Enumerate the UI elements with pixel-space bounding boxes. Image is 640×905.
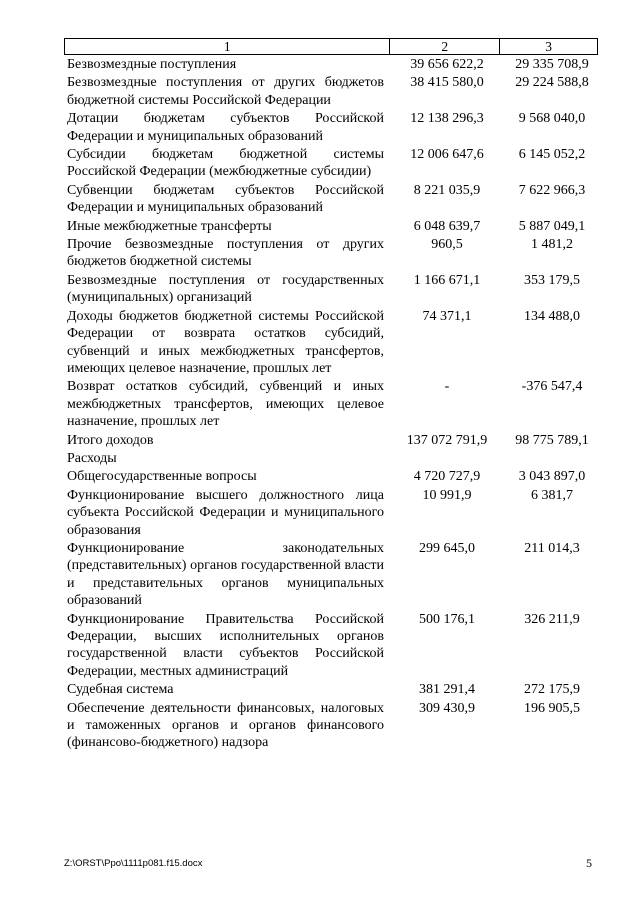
row-label: Общегосударственные вопросы [67,469,257,485]
row-value-col-3: 6 145 052,2 [518,147,586,163]
table-row [64,487,598,539]
row-value-col-2: 960,5 [431,237,463,253]
row-value-col-3: -376 547,4 [521,379,583,395]
row-value-col-2: 12 006 647,6 [410,147,484,163]
table-row [64,540,598,610]
row-value-col-3: 98 775 789,1 [515,432,589,448]
table-row [64,56,598,73]
page-number: 5 [586,856,592,870]
row-value-col-2: 137 072 791,9 [406,432,488,448]
row-value-col-3: 353 179,5 [524,272,580,288]
table-row [64,450,598,467]
table-row [64,432,598,449]
row-value-col-3: 29 224 588,8 [515,75,589,91]
row-value-col-2: 38 415 580,0 [410,75,484,91]
row-value-col-3 [500,450,598,467]
row-value-col-3: 5 887 049,1 [518,218,586,234]
row-value-col-2: 4 720 727,9 [413,469,481,485]
row-label: Функционирование законодательных (представительных) органов государственной власти и представительных органов муниципальных образований [67,540,384,609]
row-value-col-3: 272 175,9 [524,682,580,698]
row-value-col-2: 309 430,9 [419,700,475,716]
row-value-col-3: 6 381,7 [531,487,573,503]
table-row [64,468,598,485]
row-value-col-2: 381 291,4 [419,682,475,698]
row-value-col-2: 10 991,9 [422,487,472,503]
table-row [64,378,598,430]
row-label: Дотации бюджетам субъектов Российской Федерации и муниципальных образований [67,111,384,144]
table-row [64,110,598,145]
table-row [64,272,598,307]
row-label: Безвозмездные поступления [67,57,237,72]
row-label: Обеспечение деятельности финансовых, налоговых и таможенных органов и органов финансового (финансово-бюджетного) надзора [67,700,384,751]
table-row [64,74,598,109]
row-label: Прочие безвозмездные поступления от других бюджетов бюджетной системы [67,237,384,270]
table-row [64,611,598,681]
row-value-col-3: 1 481,2 [531,237,573,253]
row-value-col-2: 299 645,0 [419,540,475,556]
row-value-col-3: 326 211,9 [524,611,580,627]
row-label: Безвозмездные поступления от других бюджетов бюджетной системы Российской Федерации [67,75,384,108]
row-value-col-2 [390,450,500,467]
row-label: Функционирование Правительства Российской Федерации, высших исполнительных органов государственной власти субъектов Российской Федерации, местных администраций [67,611,384,679]
budget-table [64,38,598,752]
row-value-col-3: 7 622 966,3 [518,182,586,198]
row-label: Расходы [67,450,117,466]
row-value-col-2: 500 176,1 [419,611,475,627]
row-value-col-2: 39 656 622,2 [410,57,484,72]
row-value-col-2: - [444,379,450,395]
row-label: Функционирование высшего должностного лица субъекта Российской Федерации и муниципального образования [67,487,384,538]
table-row [64,681,598,698]
table-row [64,218,598,235]
table-row [64,182,598,217]
row-label: Доходы бюджетов бюджетной системы Российской Федерации от возврата остатков субсидий, субвенций и иных межбюджетных трансфертов, имеющих целевое назначение, прошлых лет [67,308,384,376]
table-row [64,236,598,271]
row-value-col-3: 211 014,3 [524,540,580,556]
table-header-row [64,38,598,55]
row-label: Итого доходов [67,432,154,448]
header-col-3: 3 [500,39,598,54]
row-value-col-2: 6 048 639,7 [413,218,481,234]
header-col-2: 2 [390,39,500,54]
row-value-col-3: 134 488,0 [524,308,580,324]
row-value-col-3: 29 335 708,9 [515,57,589,72]
row-label: Субвенции бюджетам субъектов Российской Федерации и муниципальных образований [67,182,384,216]
row-label: Субсидии бюджетам бюджетной системы Российской Федерации (межбюджетные субсидии) [67,147,384,180]
table-row [64,308,598,378]
row-value-col-2: 1 166 671,1 [413,272,481,288]
footer-file-path: Z:\ORST\Ppo\1111p081.f15.docx [64,858,203,869]
table-row [64,700,598,752]
row-value-col-3: 3 043 897,0 [518,469,586,485]
row-value-col-2: 8 221 035,9 [413,182,481,198]
row-value-col-3: 196 905,5 [524,700,580,716]
row-value-col-2: 74 371,1 [422,308,472,324]
row-label: Иные межбюджетные трансферты [67,218,272,234]
row-value-col-2: 12 138 296,3 [410,111,484,127]
row-label: Судебная система [67,682,174,698]
row-label: Безвозмездные поступления от государственных (муниципальных) организаций [67,272,384,306]
table-row [64,146,598,181]
row-value-col-3: 9 568 040,0 [518,111,586,127]
row-label: Возврат остатков субсидий, субвенций и иных межбюджетных трансфертов, имеющих целевое назначение, прошлых лет [67,379,384,430]
header-col-1: 1 [65,39,390,54]
